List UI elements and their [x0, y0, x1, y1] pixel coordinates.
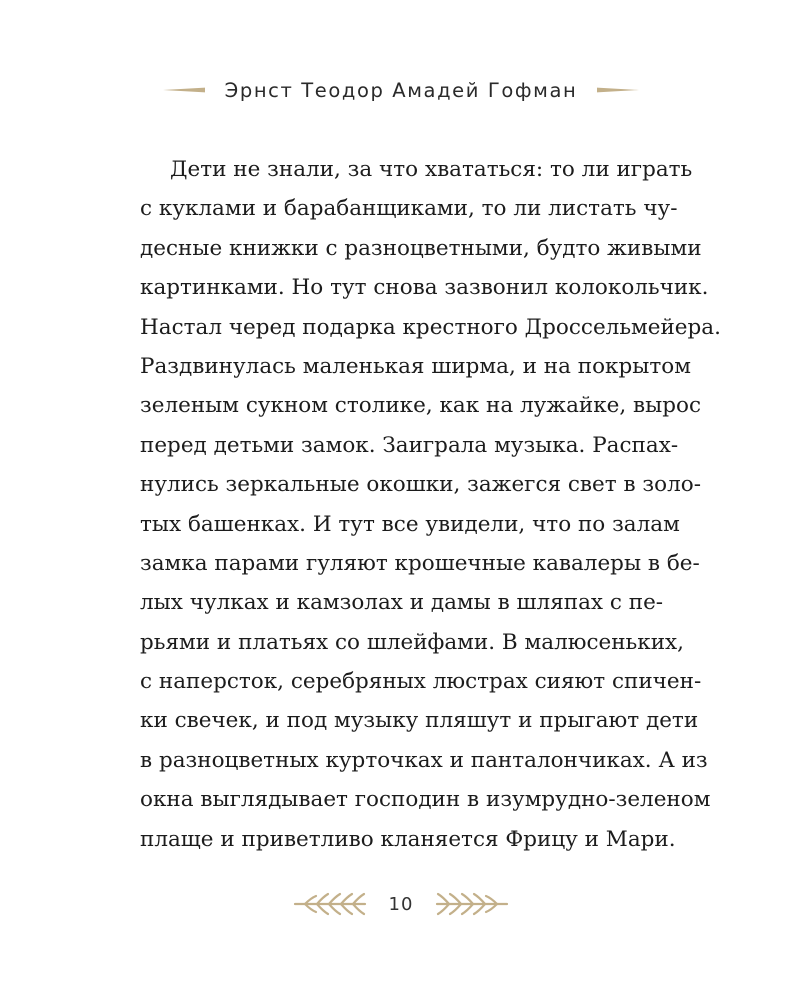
- text-line: Раздвинулась маленькая ширма, и на покрытом: [140, 353, 691, 379]
- text-line: замка парами гуляют крошечные кавалеры в бе-: [140, 550, 700, 576]
- text-line: тых башенках. И тут все увидели, что по залам: [140, 511, 680, 537]
- text-line: лых чулках и камзолах и дамы в шляпах с пе-: [140, 590, 664, 616]
- text-line: окна выглядывает господин в изумрудно-зеленом: [140, 787, 711, 813]
- laurel-sprig-right-icon: [435, 889, 509, 919]
- text-line: зеленым сукном столике, как на лужайке, вырос: [140, 393, 702, 419]
- text-line: с наперсток, серебряных люстрах сияют спичен-: [140, 669, 702, 695]
- text-line: Дети не знали, за что хвататься: то ли играть: [170, 157, 693, 182]
- right-rule-icon: [597, 86, 639, 94]
- text-line: с куклами и барабанщиками, то ли листать чу-: [140, 196, 678, 222]
- text-line: десные книжки с разноцветными, будто живыми: [140, 235, 702, 261]
- text-line: картинками. Но тут снова зазвонил колокольчик.: [140, 275, 709, 301]
- text-line: ки свечек, и под музыку пляшут и прыгают дети: [140, 708, 699, 734]
- page-footer: [0, 884, 802, 924]
- running-header-title: Эрнст Теодор Амадей Гофман: [224, 78, 578, 102]
- text-line: в разноцветных курточках и панталончиках. А из: [140, 747, 708, 773]
- left-rule-icon: [163, 86, 205, 94]
- text-line: плаще и приветливо кланяется Фрицу и Мари.: [140, 826, 676, 852]
- text-line: перед детьми замок. Заиграла музыка. Распах-: [140, 432, 679, 458]
- body-paragraph: [140, 150, 721, 859]
- text-line: рьями и платьях со шлейфами. В малюсеньких,: [140, 629, 684, 655]
- page-number: 10: [388, 893, 414, 915]
- running-header: [0, 72, 802, 108]
- text-line: нулись зеркальные окошки, зажегся свет в золо-: [140, 472, 701, 498]
- laurel-sprig-left-icon: [293, 889, 367, 919]
- text-line: Настал черед подарка крестного Дроссельмейера.: [140, 314, 721, 340]
